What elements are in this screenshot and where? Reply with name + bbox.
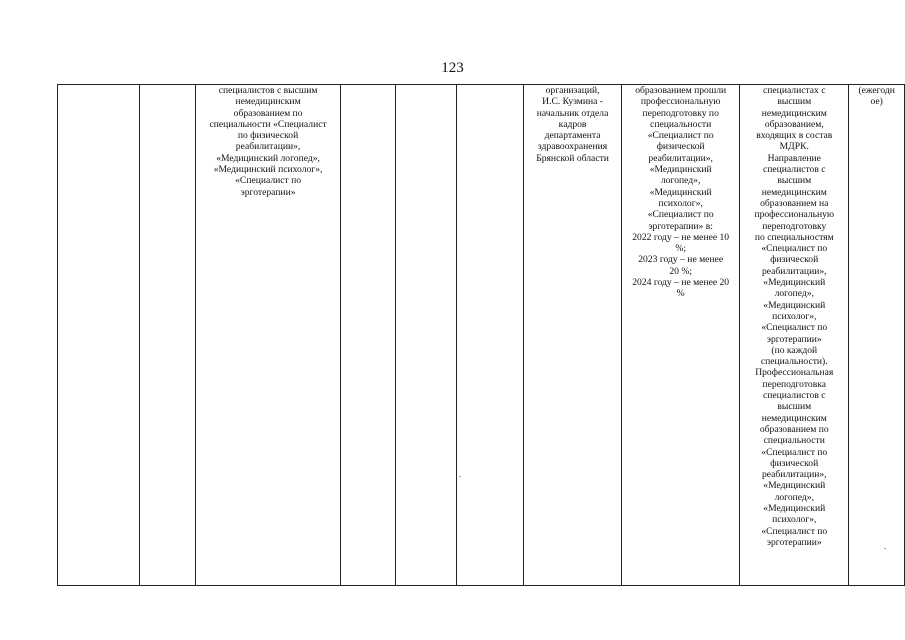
table-cell: организаций, И.С. Кузмина - начальник отдела кадров департамента здравоохранения Брянской области <box>523 85 621 586</box>
table-cell <box>396 85 456 586</box>
page-number: 123 <box>441 60 464 76</box>
table-cell: образованием прошли профессиональную переподготовку по специальности «Специалист по физической реабилитации», «Медицинский логопед», «Медицинский психолог», «Специалист по эрготерапии» в: 2022 году – не менее 10 %; 2023 году – не менее 20 %; 2024 году – не менее 20 % <box>622 85 740 586</box>
table-cell: специалистов с высшим немедицинским образованием по специальности «Специалист по физической реабилитации», «Медицинский логопед», «Медицинский психолог», «Специалист по эрготерапии» <box>196 85 341 586</box>
table-row <box>58 85 905 586</box>
table-cell <box>456 85 523 586</box>
document-table <box>57 84 905 586</box>
table-cell <box>340 85 395 586</box>
table-cell: (ежегодн ое) <box>849 85 905 586</box>
table-cell <box>139 85 195 586</box>
scan-speck <box>459 476 461 477</box>
table-cell <box>58 85 140 586</box>
scan-speck <box>884 548 886 549</box>
table-cell: специалистах с высшим немедицинским образованием, входящих в состав МДРК. Направление специалистов с высшим немедицинским образованием на профессиональную переподготовку по специальностям «Специалист по физической реабилитации», «Медицинский логопед», «Медицинский психолог», «Специалист по эрготерапии» (по каждой специальности). Профессиональная переподготовка специалистов с высшим немедицинским образованием по специальности «Специалист по физической реабилитации», «Медицинский логопед», «Медицинский психолог», «Специалист по эрготерапии» <box>740 85 849 586</box>
